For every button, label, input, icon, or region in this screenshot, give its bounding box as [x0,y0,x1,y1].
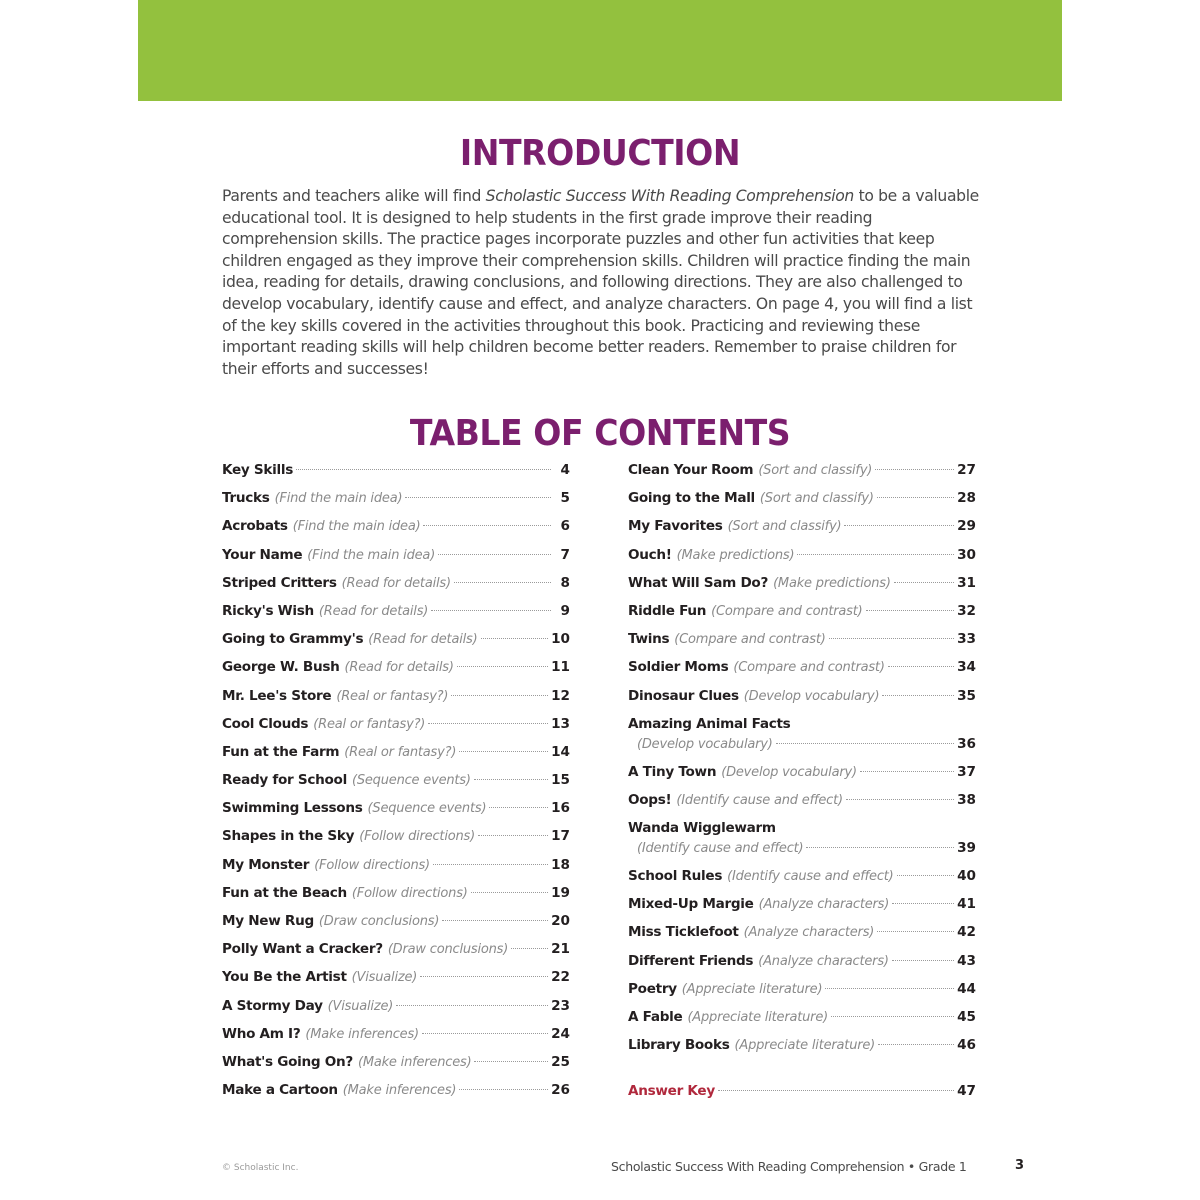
leader-dots [438,554,551,555]
leader-dots [442,920,548,921]
toc-entry-title: Shapes in the Sky [222,828,355,845]
leader-dots [806,847,954,848]
leader-dots [866,610,955,611]
leader-dots [433,864,548,865]
toc-entry[interactable] [628,896,976,924]
toc-entry-page: 15 [551,772,570,789]
toc-heading: TABLE OF CONTENTS [409,413,791,454]
toc-entry-page: 36 [957,735,976,752]
toc-entry-page: 46 [957,1037,976,1054]
leader-dots [797,554,954,555]
page-number: 3 [1015,1158,1025,1173]
toc-entry-skill: (Analyze characters) [758,953,889,969]
toc-entry-skill: (Develop vocabulary) [721,764,857,780]
toc-entry-title: Amazing Animal Facts [628,715,791,732]
leader-dots [457,666,548,667]
toc-entry-page: 14 [551,743,570,760]
leader-dots [892,960,954,961]
toc-entry-page: 9 [560,602,570,619]
toc-entry[interactable] [222,603,570,631]
toc-entry[interactable] [628,868,976,896]
toc-entry-page: 25 [551,1053,570,1070]
toc-entry-skill: (Appreciate literature) [687,1010,828,1025]
toc-entry-page: 40 [957,868,976,885]
leader-dots [405,497,551,498]
toc-entry[interactable] [222,1054,570,1082]
toc-entry[interactable] [222,462,570,490]
leader-dots [459,1089,548,1090]
toc-entry-title: Polly Want a Cracker? [222,941,383,958]
leader-dots [474,1061,548,1062]
toc-entry-skill: (Appreciate literature) [681,981,823,997]
toc-entry-skill: (Follow directions) [351,885,468,901]
toc-entry[interactable] [628,631,976,659]
toc-entry-title: Going to the Mall [628,490,755,507]
toc-entry-title: A Stormy Day [222,997,323,1014]
toc-entry-title: Going to Grammy's [222,631,364,648]
toc-entry-title: Mixed-Up Margie [628,896,754,913]
toc-entry[interactable] [628,981,976,1009]
leader-dots [825,988,954,989]
toc-entry-title: Ready for School [222,772,347,789]
toc-entry-skill: (Make predictions) [676,547,795,563]
toc-entry-page: 45 [957,1009,976,1025]
toc-entry-skill: (Visualize) [327,998,394,1014]
toc-entry-page: 34 [957,659,976,676]
toc-entry-title: Cool Clouds [222,715,309,732]
toc-entry-answer-key[interactable] [628,1083,976,1111]
toc-entry-title: Different Friends [628,952,754,969]
leader-dots [846,799,954,800]
toc-entry-skill: (Make predictions) [773,575,891,591]
toc-entry-skill: (Read for details) [318,603,429,619]
toc-entry-page: 41 [957,896,976,913]
toc-entry-title: Riddle Fun [628,602,707,619]
toc-entry[interactable] [222,998,570,1026]
leader-dots [459,751,548,752]
toc-entry-skill: (Identify cause and effect) [637,841,804,857]
introduction-paragraph [222,186,982,380]
toc-entry-title: Twins [628,631,670,648]
intro-book-title: Scholastic Success With Reading Comprehension [485,187,854,205]
leader-dots [878,1044,954,1045]
toc-right-column [628,462,976,1112]
toc-entry-title: Clean Your Room [628,462,754,478]
toc-entry[interactable] [222,575,570,603]
toc-entry-skill: (Analyze characters) [758,897,890,913]
toc-entry[interactable] [628,603,976,631]
toc-entry-page: 29 [957,518,976,535]
leader-dots [877,497,954,498]
toc-entry-page: 35 [957,687,976,704]
toc-entry-page: 28 [957,490,976,507]
document-page [138,0,1062,1200]
toc-entry-skill: (Find the main idea) [292,519,421,535]
toc-entry-skill: (Compare and contrast) [711,603,863,619]
toc-entry-title: Trucks [222,490,270,507]
toc-entry-skill: (Read for details) [341,575,451,591]
toc-entry-title: Dinosaur Clues [628,687,739,704]
toc-entry-page: 44 [957,980,976,997]
toc-entry-title: What's Going On? [222,1053,353,1070]
leader-dots [882,695,954,696]
leader-dots [844,525,954,526]
toc-entry-page: 5 [560,490,570,507]
leader-dots [831,1016,954,1017]
leader-dots [423,525,551,526]
toc-entry[interactable] [222,518,570,546]
toc-entry-page: 23 [551,997,570,1014]
toc-entry-page: 21 [551,941,570,958]
leader-dots [877,931,954,932]
toc-entry-title: Mr. Lee's Store [222,687,332,704]
toc-entry-page: 26 [551,1082,570,1099]
leader-dots [481,638,549,639]
toc-entry-skill: (Sort and classify) [727,519,842,535]
toc-entry-title: You Be the Artist [222,969,347,986]
toc-entry-page: 17 [551,828,570,845]
toc-entry[interactable] [628,716,976,764]
spacer [628,1065,976,1083]
toc-entry[interactable] [222,913,570,941]
leader-dots [428,723,548,724]
toc-entry[interactable] [222,490,570,518]
toc-entry-page: 8 [560,574,570,591]
toc-entry[interactable] [628,547,976,575]
copyright-notice: © Scholastic Inc. [222,1163,299,1173]
toc-entry-title: A Fable [628,1009,683,1025]
toc-entry[interactable] [628,490,976,518]
toc-entry-page: 39 [957,840,976,857]
toc-entry-page: 22 [551,969,570,986]
toc-entry-page: 13 [551,715,570,732]
toc-entry-page: 19 [551,884,570,901]
toc-entry-skill: (Follow directions) [359,829,475,845]
toc-entry-skill: (Draw conclusions) [387,942,509,958]
toc-entry-page: 6 [560,518,570,535]
toc-entry-title: Make a Cartoon [222,1082,338,1099]
intro-text-rest: to be a valuable educational tool. It is designed to help students in the first grade improve their reading comprehension skills. The practice pages incorporate puzzles and other fun activities that keep children engaged as they improve their comprehension skills. Children will practice finding the main idea, reading for details, drawing conclusions, and following directions. They are also challenged to develop vocabulary, identify cause and effect, and analyze characters. On page 4, you will find a list of the key skills covered in the activities throughout this book. Practicing and reviewing these important reading skills will help children become better readers. Remember to praise children for their efforts and successes! [222,187,979,378]
toc-entry-skill: (Real or fantasy?) [313,716,426,732]
toc-entry-title: Oops! [628,791,672,808]
toc-entry-title: School Rules [628,868,723,885]
toc-entry[interactable] [628,1009,976,1037]
leader-dots [888,666,954,667]
toc-entry[interactable] [628,462,976,490]
leader-dots [860,771,954,772]
toc-entry-skill: (Compare and contrast) [674,632,826,648]
toc-entry[interactable] [628,688,976,716]
book-title-footer: Scholastic Success With Reading Comprehension • Grade 1 [611,1159,967,1174]
toc-entry-page: 11 [551,659,570,676]
toc-entry-title: Swimming Lessons [222,800,363,817]
introduction-heading: INTRODUCTION [459,133,741,174]
toc-entry-title: What Will Sam Do? [628,574,769,591]
toc-entry[interactable] [222,828,570,856]
toc-entry-skill: (Sequence events) [351,773,471,789]
toc-entry-skill: (Real or fantasy?) [344,744,457,760]
toc-entry[interactable] [222,631,570,659]
toc-entry[interactable] [628,575,976,603]
toc-entry-page: 43 [957,952,976,969]
toc-entry[interactable] [628,820,976,868]
toc-entry-skill: (Read for details) [368,632,478,648]
toc-entry-page: 27 [957,462,976,478]
toc-entry-page: 7 [560,546,570,563]
toc-entry-title: Fun at the Farm [222,743,340,760]
toc-entry[interactable] [222,688,570,716]
toc-entry-skill: (Visualize) [351,970,418,986]
leader-dots [420,976,548,977]
toc-entry-page: 33 [957,631,976,648]
toc-entry-title: Ricky's Wish [222,602,314,619]
toc-entry-title: My New Rug [222,913,314,929]
leader-dots [718,1090,954,1091]
toc-entry[interactable] [628,659,976,687]
toc-entry[interactable] [628,953,976,981]
toc-entry-page: 18 [551,856,570,873]
leader-dots [894,582,954,583]
toc-entry-skill: (Develop vocabulary) [637,736,773,752]
leader-dots [454,582,551,583]
toc-entry-skill: (Analyze characters) [743,925,875,941]
leader-dots [474,779,548,780]
toc-entry[interactable] [222,941,570,969]
toc-entry[interactable] [628,792,976,820]
toc-entry-title: My Favorites [628,518,723,535]
leader-dots [776,743,954,744]
toc-entry[interactable] [222,885,570,913]
toc-entry-skill: (Identify cause and effect) [676,792,843,808]
toc-entry-skill: (Appreciate literature) [734,1038,876,1054]
toc-entry-title: Key Skills [222,462,294,478]
toc-entry-page: 20 [551,913,570,929]
toc-entry[interactable] [222,1026,570,1054]
toc-left-column [222,462,570,1110]
toc-entry-page: 16 [551,800,570,817]
leader-dots [875,469,954,470]
toc-entry-title: Who Am I? [222,1025,301,1042]
toc-entry-skill: (Sequence events) [367,801,487,817]
toc-entry-title: Wanda Wigglewarm [628,820,776,837]
toc-entry-page: 4 [560,462,570,478]
toc-entry-skill: (Identify cause and effect) [727,869,894,885]
toc-entry[interactable] [628,518,976,546]
leader-dots [489,807,548,808]
leader-dots [396,1005,548,1006]
leader-dots [829,638,954,639]
toc-entry[interactable] [222,1082,570,1110]
leader-dots [451,695,548,696]
leader-dots [511,948,548,949]
toc-entry-page: 47 [957,1083,976,1100]
toc-entry-skill: (Make inferences) [357,1054,472,1070]
toc-entry-skill: (Sort and classify) [758,463,873,478]
toc-entry-skill: (Follow directions) [314,857,430,873]
toc-entry-title: Fun at the Beach [222,884,347,901]
toc-entry-page: 10 [551,631,570,648]
toc-entry[interactable] [222,772,570,800]
toc-entry[interactable] [628,924,976,952]
toc-entry-page: 30 [957,546,976,563]
toc-entry-page: 24 [551,1025,570,1042]
toc-entry-title: Library Books [628,1037,730,1054]
leader-dots [897,875,955,876]
leader-dots [892,903,954,904]
leader-dots [471,892,548,893]
toc-entry-title: Answer Key [628,1083,715,1100]
leader-dots [296,469,551,470]
toc-entry-skill: (Read for details) [344,660,454,676]
toc-entry[interactable] [222,716,570,744]
toc-entry-page: 12 [551,687,570,704]
toc-entry[interactable] [222,857,570,885]
leader-dots [422,1033,548,1034]
toc-entry[interactable] [628,764,976,792]
intro-text-start: Parents and teachers alike will find [222,187,486,205]
toc-entry-skill: (Compare and contrast) [733,660,885,676]
toc-entry[interactable] [222,659,570,687]
toc-entry-skill: (Draw conclusions) [318,914,440,929]
toc-entry[interactable] [222,744,570,772]
toc-entry[interactable] [222,800,570,828]
toc-entry-skill: (Find the main idea) [307,547,436,563]
toc-entry-skill: (Find the main idea) [274,491,403,507]
toc-entry-title: Soldier Moms [628,659,729,676]
toc-entry-title: Poetry [628,980,677,997]
toc-entry-skill: (Sort and classify) [759,491,874,507]
toc-entry-skill: (Make inferences) [342,1083,457,1099]
toc-entry-title: Striped Critters [222,574,337,591]
toc-entry-skill: (Make inferences) [305,1026,419,1042]
toc-entry[interactable] [222,547,570,575]
header-banner [138,0,1062,101]
toc-entry-title: Acrobats [222,518,288,535]
toc-entry-title: Ouch! [628,546,672,563]
toc-entry-page: 31 [957,574,976,591]
toc-entry-page: 32 [957,602,976,619]
toc-entry-title: Miss Ticklefoot [628,924,739,941]
toc-entry-title: George W. Bush [222,659,340,676]
toc-entry-page: 38 [957,791,976,808]
toc-entry-title: My Monster [222,856,310,873]
toc-entry-title: A Tiny Town [628,763,717,780]
toc-entry-skill: (Develop vocabulary) [743,688,880,704]
toc-entry-page: 42 [957,924,976,941]
toc-entry-title: Your Name [222,546,303,563]
leader-dots [431,610,551,611]
toc-entry[interactable] [222,969,570,997]
toc-entry-skill: (Real or fantasy?) [336,688,449,704]
leader-dots [478,835,548,836]
toc-entry-page: 37 [957,763,976,780]
toc-entry[interactable] [628,1037,976,1065]
